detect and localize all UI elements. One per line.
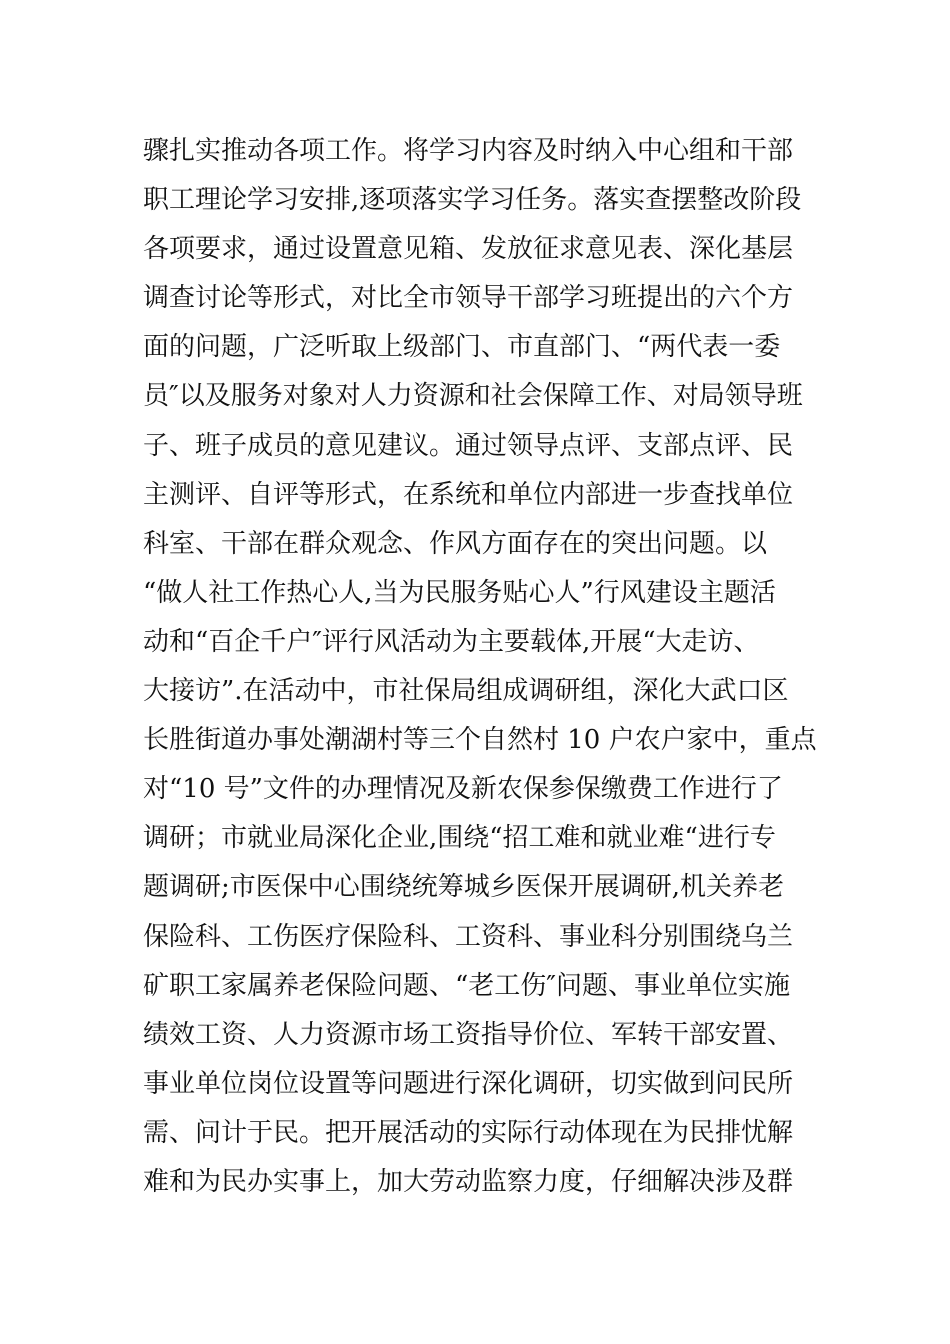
text-line: 子、班子成员的意见建议。通过领导点评、支部点评、民 [143,430,794,461]
text-line: 保险科、工伤医疗保险科、工资科、事业科分别围绕乌兰 [143,921,794,952]
text-line: 需、问计于民。把开展活动的实际行动体现在为民排忧解 [143,1117,794,1148]
text-line: 长胜街道办事处潮湖村等三个自然村 10 户农户家中，重点 [143,725,817,756]
text-line: 矿职工家属养老保险问题、“老工伤″问题、事业单位实施 [143,970,791,1001]
text-line: 主测评、自评等形式，在系统和单位内部进一步查找单位 [143,479,794,510]
text-line: 动和“百企千户″评行风活动为主要载体,开展“大走访、 [143,626,760,657]
body-paragraph [143,127,817,1207]
text-line: 面的问题，广泛听取上级部门、市直部门、“两代表一委 [143,332,781,363]
text-line: 题调研;市医保中心围绕统筹城乡医保开展调研,机关养老 [143,872,785,903]
text-line: 对“10 号”文件的办理情况及新农保参保缴费工作进行了 [143,774,783,805]
text-line: 调研；市就业局深化企业,围绕“招工难和就业难“进行专 [143,823,776,854]
text-line: 职工理论学习安排,逐项落实学习任务。落实查摆整改阶段 [143,185,802,216]
text-line: 调查讨论等形式，对比全市领导干部学习班提出的六个方 [143,283,794,314]
text-line: 科室、干部在群众观念、作风方面存在的突出问题。以 [143,528,768,559]
text-line: 难和为民办实事上，加大劳动监察力度，仔细解决涉及群 [143,1166,794,1197]
text-line: 各项要求，通过设置意见箱、发放征求意见表、深化基层 [143,234,794,265]
text-line: 员″以及服务对象对人力资源和社会保障工作、对局领导班 [143,381,803,412]
text-line: 事业单位岗位设置等问题进行深化调研，切实做到问民所 [143,1068,794,1099]
text-line: 绩效工资、人力资源市场工资指导价位、军转干部安置、 [143,1019,794,1050]
text-line: 大接访”.在活动中，市社保局组成调研组，深化大武口区 [143,676,789,707]
text-line: 骤扎实推动各项工作。将学习内容及时纳入中心组和干部 [143,136,794,166]
text-line: “做人社工作热心人,当为民服务贴心人”行风建设主题活 [143,577,776,608]
